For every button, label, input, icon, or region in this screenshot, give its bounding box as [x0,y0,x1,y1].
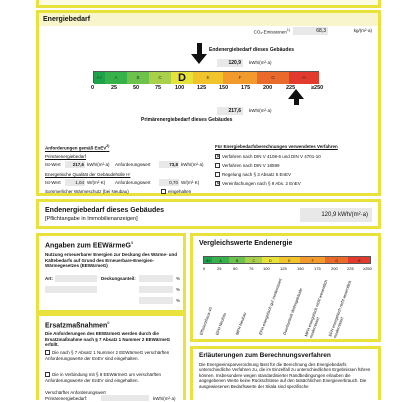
huelle-ist-value: 1,04 [65,179,85,186]
erlaeuterungen-section [190,346,381,400]
verfahren-option-label: Verfahren nach DIN V 4108-6 und DIN V 4701-10 [222,154,321,159]
ersatz-option-1[interactable] [45,350,181,361]
art-label: Art: [45,276,53,281]
tick-label: ≥250 [363,266,372,271]
endenergie-pflicht-title: Endenergiebedarf dieses Gebäudes [45,207,165,214]
huelle-anf-label: Anforderungswert [115,180,151,185]
vergleich-seg: C [245,257,262,263]
deckungsanteil-field[interactable] [139,275,173,282]
verfahren-option-label: Verfahren nach DIN V 18599 [222,163,280,168]
ersatz-primaer-label: Primärenergiebedarf: [45,396,88,401]
vergleich-label: MFH energetisch nicht wesentlich modernisiert [303,279,329,339]
tick-label: 75 [249,266,254,271]
primaer-value: 217,6 [217,107,243,115]
scale-seg-e: E [193,72,223,84]
primaer-arrow-icon [288,89,304,99]
tick-label: 225 [286,85,296,91]
primaerenergiebedarf-subtitle: Primärenergiebedarf [45,154,87,159]
vergleich-seg: D [262,257,279,263]
scale-seg-a: A [105,72,127,84]
ersatz-primaer-field[interactable] [101,395,149,401]
tick-label: 125 [280,266,287,271]
percent-label: % [176,287,181,292]
deckungsanteil-field-2[interactable] [139,286,173,293]
endenergie-pflicht-section [36,199,381,229]
vergleich-label: MFH Neubau [234,311,248,336]
co2-label: CO₂-Emissionen$^{1)}$ [253,28,290,35]
checked-checkbox-icon: ✕ [216,181,221,188]
scale-seg-f: F [223,72,257,84]
top-section-edge [36,0,381,8]
tick-label: 50 [133,85,140,91]
verfahren-option[interactable] [215,181,301,187]
tick-label: 100 [263,266,270,271]
anforderungswert-label: Anforderungswert [115,162,151,167]
percent-label: % [176,276,181,281]
scale-seg-g: G [257,72,289,84]
scale-seg-b: B [127,72,149,84]
verfahren-option[interactable] [215,154,321,160]
co2-unit: kg/(m²·a) [353,28,372,33]
tick-label: 125 [197,85,207,91]
tick-label: 200 [263,85,273,91]
percent-label: % [176,298,181,303]
scale-seg-d: D [171,72,193,84]
ersatzmassnahmen-section [36,313,186,400]
scale-seg-c: C [149,72,171,84]
energiebedarf-section [36,10,381,196]
vergleich-seg: F [300,257,325,263]
endenergie-label: Endenergiebedarf dieses Gebäudes [209,47,295,53]
vergleich-label: Effizienzhaus 40 [198,306,214,336]
energy-scale [93,71,319,83]
tick-label: 50 [233,266,238,271]
vergleich-scale [203,256,371,264]
ersatz-desc: Die Anforderungen des EEWärmeG werden durch die Ersatzmaßnahme nach § 7 Absatz 1 Nummer 2 EEWärmeG erfüllt. [45,331,171,347]
ersatz-option-2[interactable] [45,372,181,383]
ist-unit: kWh/(m²·a) [87,162,110,167]
tick-label: 150 [297,266,304,271]
scale-seg-aplus: A+ [94,72,105,84]
vergleichswerte-section [190,233,381,342]
vergleich-seg: A [212,257,229,263]
ist-label: Ist-Wert [45,162,61,167]
checkbox-icon [215,172,220,177]
vergleich-ticks [201,266,377,272]
art-field-2[interactable] [45,286,97,293]
tick-label: 75 [155,85,162,91]
tick-label: 150 [219,85,229,91]
tick-label: 175 [314,266,321,271]
verschaerft-label: Verschärfter Anforderungswert [45,390,106,395]
vergleich-label: EFH energetisch gut modernisiert [257,277,283,336]
checked-checkbox-icon: ✕ [216,154,221,161]
endenergie-pflicht-value: 120,9 kWh/(m²·a) [300,208,372,222]
deckungsanteil-label: Deckungsanteil: [101,276,136,281]
sommer-label: Sommerlicher Wärmeschutz (bei Neubau) [45,189,129,194]
endenergie-pflicht-subtitle: [Pflichtangabe in Immobilienanzeigen] [45,216,138,222]
tick-label: ≥250 [311,85,324,91]
checkbox-icon [215,163,220,168]
verfahren-title: Für Energiebedarfsberechnungen verwendetes Verfahren [215,144,338,149]
vergleich-seg: A+ [205,259,211,263]
tick-label: 225 [347,266,354,271]
primaer-unit: kWh/(m²·a) [249,108,272,113]
ersatz-option-label: Die in Verbindung mit § 8 EEWärmeG um verschärften Anforderungswerte der EnEV sind eingehalten. [45,372,162,383]
vergleich-title: Vergleichswerte Endenergie [199,240,293,247]
verfahren-option[interactable] [215,172,291,178]
vergleich-label: EFH Neubau [214,312,227,336]
endenergie-unit: kWh/(m²·a) [249,60,272,65]
huelle-anf-unit: W/(m²·K) [181,180,200,185]
energiebedarf-title: Energiebedarf [39,13,378,26]
tick-label: 100 [175,85,185,91]
huelle-ist-unit: W/(m²·K) [87,180,106,185]
vergleich-seg: G [325,257,348,263]
anforderungswert-unit: kWh/(m²·a) [181,162,204,167]
verfahren-option-label: Regelung nach § 3 Absatz 5 EnEV [222,172,292,177]
endenergie-value: 120,9 [217,59,243,67]
tick-label: 25 [217,266,222,271]
huelle-ist-label: Ist-Wert [45,180,61,185]
vergleich-seg: H [348,257,370,263]
endenergie-arrow-icon [191,54,207,64]
vergleich-label: Durchschnitt Wohngebäude [281,287,304,336]
verfahren-option[interactable] [215,163,280,169]
vergleich-label: EFH energetisch nicht wesentlich modernisiert [327,279,353,339]
sommer-check-label: eingehalten [168,189,192,194]
tick-label: 25 [111,85,118,91]
tick-label: 175 [241,85,251,91]
ist-value: 217,6 [65,161,85,168]
erlaeuterungen-title: Erläuterungen zum Berechnungsverfahren [199,352,331,359]
co2-value: 68,3 [293,27,328,35]
huelle-anf-value: 0,70 [159,179,179,186]
art-field[interactable] [55,275,97,282]
ersatz-title: Ersatzmaßnahmen$^6$ [45,320,110,330]
tick-label: 0 [203,266,206,271]
scale-seg-h: H [289,72,319,84]
verfahren-option-label: Vereinfachungen nach § 9 Abs. 2 EnEV [222,181,301,186]
ersatz-option-label: Die nach § 7 Absatz 1 Nummer 2 EEWärmeG verschärften Anforderungswerte der EnEV sind eingehalten. [45,350,170,361]
vergleich-seg: B [229,257,246,263]
primaer-label: Primärenergiebedarf dieses Gebäudes [141,117,233,123]
huelle-label: Energetische Qualität der Gebäudehülle H′ [45,172,131,177]
tick-label: 200 [331,266,338,271]
eewaermeg-desc: Nutzung erneuerbarer Energien zur Deckung des Wärme- und Kältebedarfs auf Grund des Erneuerbare-Energien-Wärmegesetzes (EEWärmeG) [45,252,178,268]
erlaeuterungen-text: Die Energieeinsparverordnung lässt für die Berechnung des Energiebedarfs unterschiedliche Verfahren zu, die im Einzelfall zu unterschiedlichen Ergebnissen führen können. Insbesondere wegen standardisierter Randbedingungen erlauben die angegebenen Werte keine Rückschlüsse auf den tatsächlichen Energieverbrauch. Die ausgewiesenen Bedarfswerte der Skala sind spezifische [199,362,371,389]
sommer-checkbox[interactable] [161,189,191,195]
eewaermeg-section [36,233,186,313]
anforderungen-title: Anforderungen gemäß EnEV$^{2)}$ [45,144,110,151]
vergleich-seg: E [279,257,301,263]
ersatz-unit: kWh/(m²·a) [153,396,176,401]
vergleich-labels [198,274,379,340]
deckungsanteil-field-3[interactable] [139,297,173,304]
checkbox-icon [161,189,166,194]
tick-label: 0 [91,85,95,91]
anforderungswert-value: 73,8 [159,161,179,168]
eewaermeg-title: Angaben zum EEWärmeG$^5$ [45,240,134,250]
